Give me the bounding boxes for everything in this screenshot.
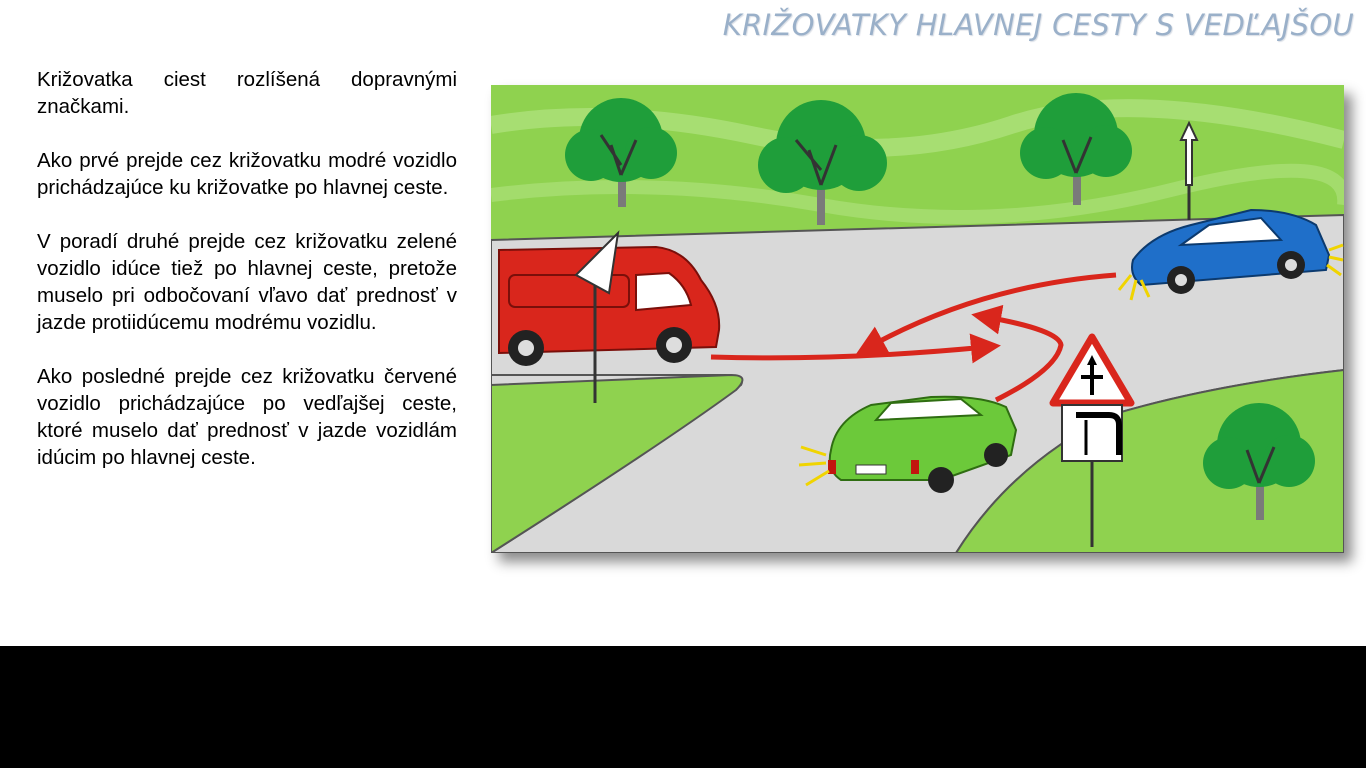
intersection-svg xyxy=(491,85,1344,553)
slide-title: KRIŽOVATKY HLAVNEJ CESTY S VEDĽAJŠOU xyxy=(722,8,1354,42)
paragraph-red-van: Ako posledné prejde cez križovatku červené vozidlo prichádzajúce po vedľajšej ceste, ktoré muselo dať prednosť v jazde vozidlám idúcim po hlavnej ceste. xyxy=(37,365,457,469)
bottom-black-bar xyxy=(0,646,1366,768)
yield-sign-icon xyxy=(1062,405,1122,461)
intersection-illustration xyxy=(491,85,1344,553)
paragraph-blue-car: Ako prvé prejde cez križovatku modré vozidlo prichádzajúce ku križovatke po hlavnej ceste. xyxy=(37,149,457,199)
paragraph-intro: Križovatka ciest rozlíšená dopravnými značkami. xyxy=(37,68,457,118)
description-text xyxy=(37,66,457,498)
paragraph-green-car: V poradí druhé prejde cez križovatku zelené vozidlo idúce tiež po hlavnej ceste, pretože muselo pri odbočovaní vľavo dať prednosť v jazde protiidúcemu modrému vozidlu. xyxy=(37,230,457,334)
